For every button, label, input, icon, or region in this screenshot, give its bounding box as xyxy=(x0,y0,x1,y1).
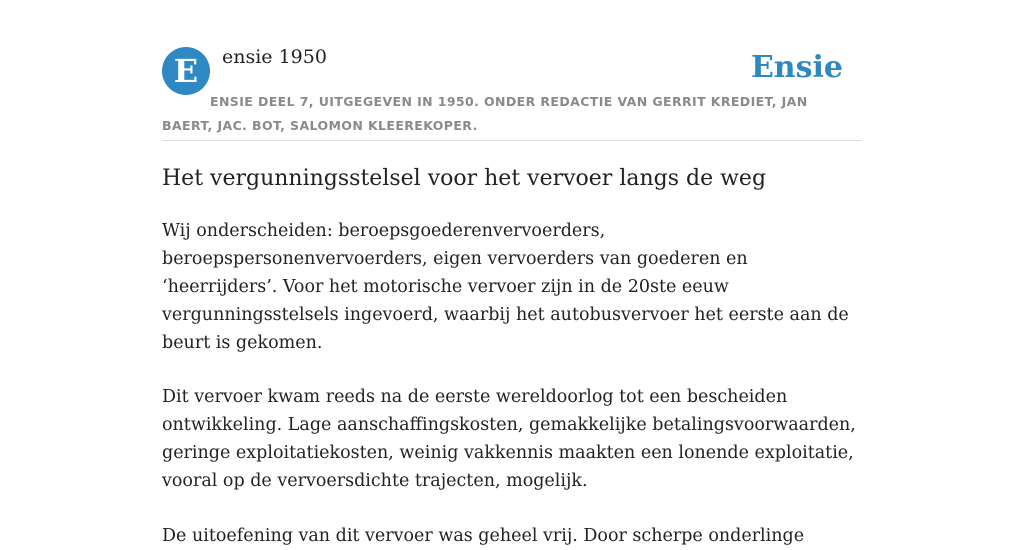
site-name-link[interactable]: ensie 1950 xyxy=(222,46,327,68)
edition-meta: ENSIE DEEL 7, UITGEGEVEN IN 1950. ONDER REDACTIE VAN GERRIT KREDIET, JAN BAERT, JAC. BOT, SALOMON KLEEREKOPER. xyxy=(162,94,808,133)
article-paragraph-1: Wij onderscheiden: beroepsgoederenvervoerders, beroepspersonenvervoerders, eigen vervoerders van goederen en ‘heerrijders’. Voor het motorische vervoer zijn in de 20ste eeuw vergunningsstelsels ingevoerd, waarbij het autobusvervoer het eerste aan de beurt is gekomen. xyxy=(162,221,849,353)
brand-link[interactable]: Ensie xyxy=(750,50,843,85)
article-paragraph-3: De uitoefening van dit vervoer was geheel vrij. Door scherpe onderlinge xyxy=(162,526,805,546)
article-paragraph-2: Dit vervoer kwam reeds na de eerste wereldoorlog tot een bescheiden ontwikkeling. Lage aanschaffingskosten, gemakkelijke betalingsvoorwaarden, geringe exploitatiekosten, weinig vakkennis maakten een lonende exploitatie, vooral op de vervoersdichte trajecten, mogelijk. xyxy=(162,387,856,491)
content-column xyxy=(162,0,862,550)
site-header xyxy=(162,0,862,141)
ensie-logo[interactable]: E xyxy=(162,47,210,95)
article-title: Het vergunningsstelsel voor het vervoer langs de weg xyxy=(162,166,767,191)
